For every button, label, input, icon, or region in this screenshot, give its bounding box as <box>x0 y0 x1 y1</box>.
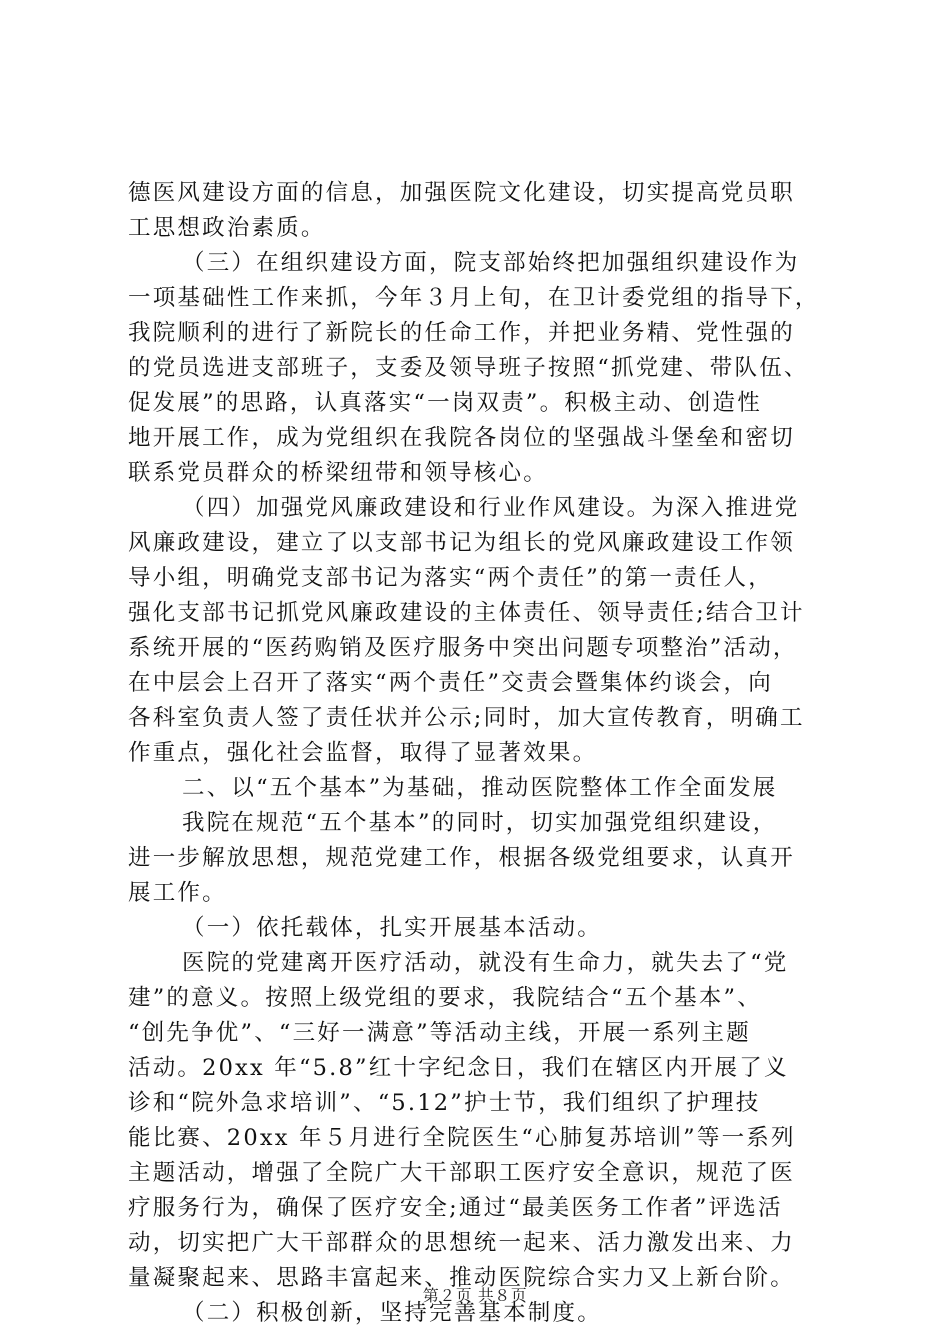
text-line: 强化支部书记抓党风廉政建设的主体责任、领导责任;结合卫计 <box>128 600 805 626</box>
text-line: 我院在规范“五个基本”的同时，切实加强党组织建设， <box>182 810 778 836</box>
text-line: 展工作。 <box>128 880 227 906</box>
text-line: 风廉政建设，建立了以支部书记为组长的党风廉政建设工作领 <box>128 530 795 556</box>
body-text <box>128 176 828 1331</box>
text-line: 系统开展的“医药购销及医疗服务中突出问题专项整治”活动， <box>128 635 798 661</box>
text-line: 进一步解放思想，规范党建工作，根据各级党组要求，认真开 <box>128 845 795 871</box>
text-line: 能比赛、20xx 年５月进行全院医生“心肺复苏培训”等一系列 <box>128 1125 796 1151</box>
text-line: 医院的党建离开医疗活动，就没有生命力，就失去了“党 <box>182 950 789 976</box>
page-footer: 第２页 共８页 <box>422 1286 528 1305</box>
text-line: 在中层会上召开了落实“两个责任”交责会暨集体约谈会，向 <box>128 670 773 696</box>
text-line: 我院顺利的进行了新院长的任命工作，并把业务精、党性强的 <box>128 320 795 346</box>
text-line: （四）加强党风廉政建设和行业作风建设。为深入推进党 <box>182 495 800 521</box>
text-line: 作重点，强化社会监督，取得了显著效果。 <box>128 740 598 766</box>
text-line: 诊和“院外急求培训”、“5.12”护士节，我们组织了护理技 <box>128 1090 761 1116</box>
text-line: 活动。20xx 年“5.8”红十字纪念日，我们在辖区内开展了义 <box>128 1055 789 1081</box>
text-line: 的党员选进支部班子，支委及领导班子按照“抓党建、带队伍、 <box>128 355 809 381</box>
text-line: 量凝聚起来、思路丰富起来、推动医院综合实力又上新台阶。 <box>128 1265 795 1291</box>
text-line: “创先争优”、“三好一满意”等活动主线，开展一系列主题 <box>128 1020 751 1046</box>
text-line: 动，切实把广大干部群众的思想统一起来、活力激发出来、力 <box>128 1230 795 1256</box>
text-line: 各科室负责人签了责任状并公示;同时，加大宣传教育，明确工 <box>128 705 805 731</box>
text-line: 导小组，明确党支部书记为落实“两个责任”的第一责任人， <box>128 565 773 591</box>
text-line: 地开展工作，成为党组织在我院各岗位的坚强战斗堡垒和密切 <box>128 425 795 451</box>
text-line: 一项基础性工作来抓，今年３月上旬，在卫计委党组的指导下， <box>128 285 820 311</box>
text-line: （三）在组织建设方面，院支部始终把加强组织建设作为 <box>182 250 800 276</box>
text-line: 主题活动，增强了全院广大干部职工医疗安全意识，规范了医 <box>128 1160 795 1186</box>
text-line: 促发展”的思路，认真落实“一岗双责”。积极主动、创造性 <box>128 390 762 416</box>
text-line: 德医风建设方面的信息，加强医院文化建设，切实提高党员职 <box>128 180 795 206</box>
text-line: 联系党员群众的桥梁纽带和领导核心。 <box>128 460 548 486</box>
section-heading: 二、以“五个基本”为基础，推动医院整体工作全面发展 <box>182 775 778 801</box>
text-line: 疗服务行为，确保了医疗安全;通过“最美医务工作者”评选活 <box>128 1195 783 1221</box>
subsection-heading: （二）积极创新，坚持完善基本制度。 <box>182 1300 602 1326</box>
subsection-heading: （一）依托载体，扎实开展基本活动。 <box>182 915 602 941</box>
text-line: 建”的意义。按照上级党组的要求，我院结合“五个基本”、 <box>128 985 762 1011</box>
text-line: 工思想政治素质。 <box>128 215 326 241</box>
